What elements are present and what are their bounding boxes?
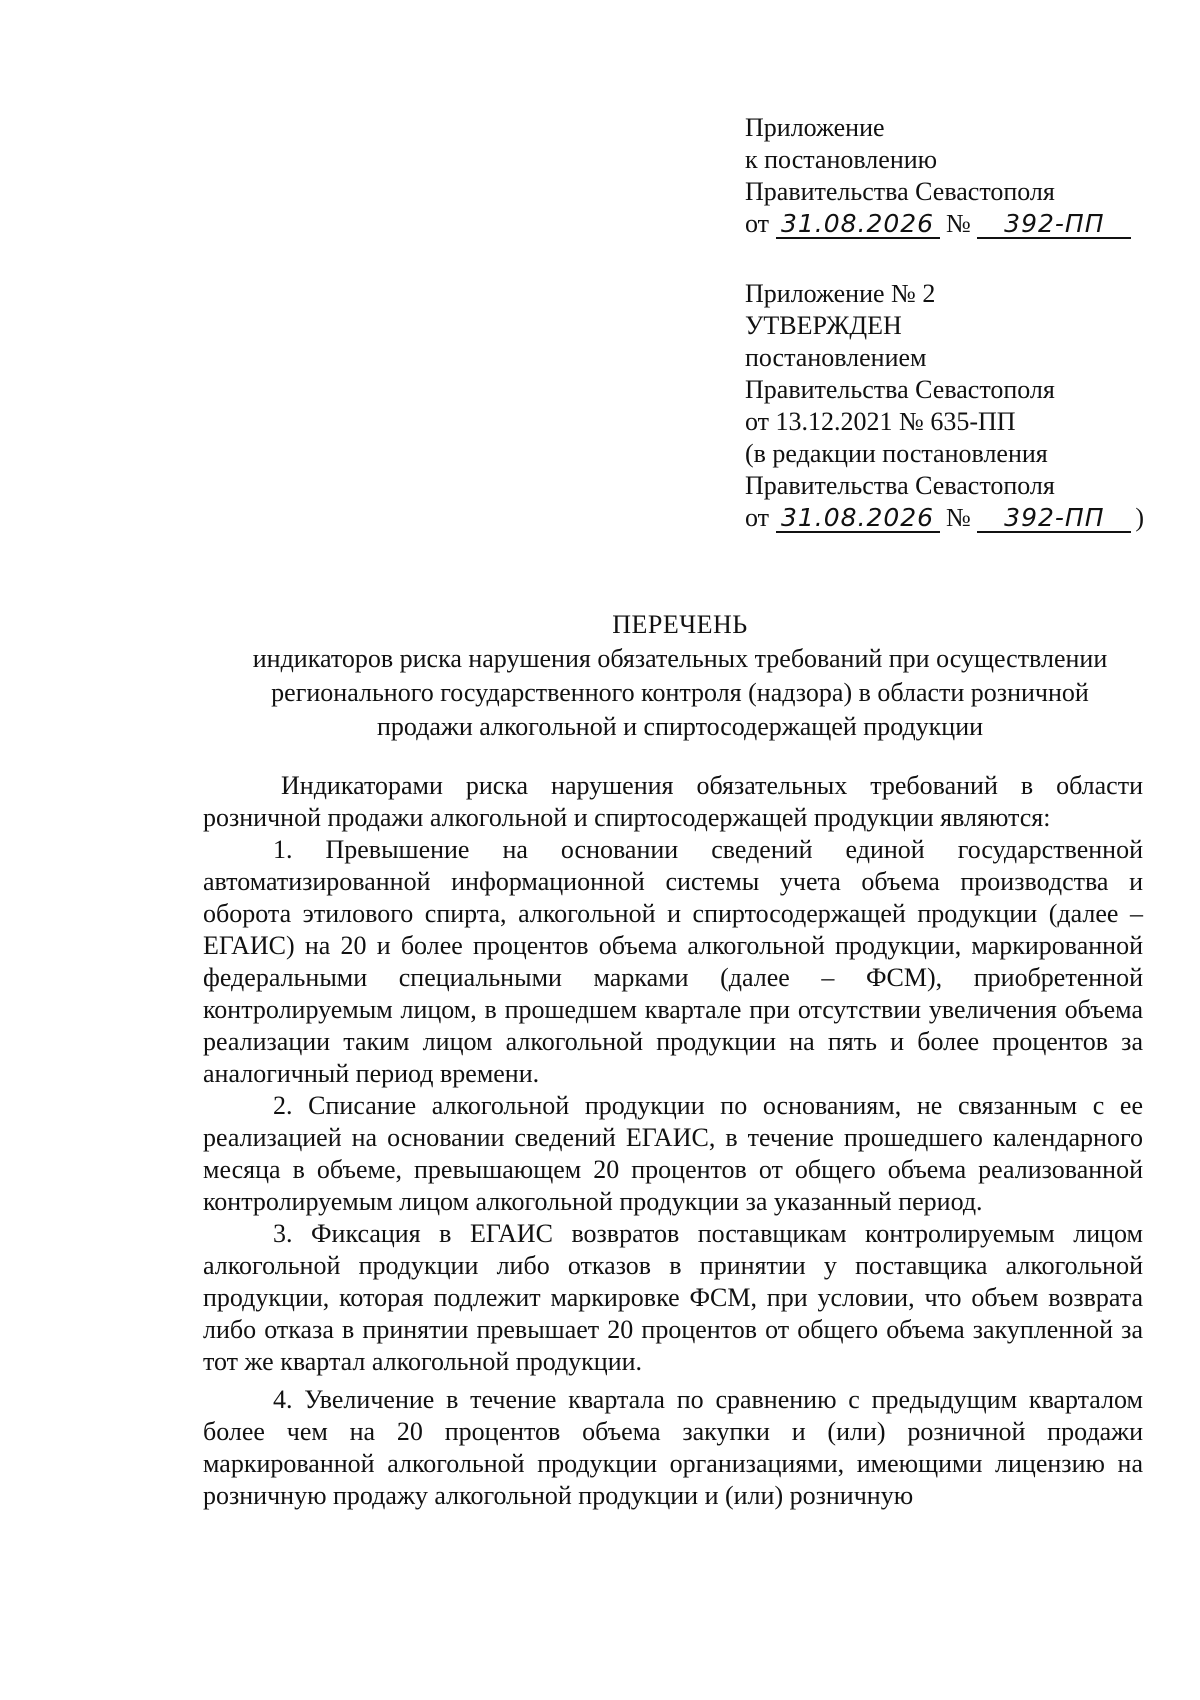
date-prefix: от [745, 503, 770, 532]
document-title [160, 608, 1200, 744]
date-prefix: от [745, 209, 770, 238]
appendix-header-bottom [745, 278, 1145, 534]
appendix-header-top [745, 112, 1145, 240]
appendix-top-line2: к постановлению [745, 145, 938, 174]
title-subtitle-line3: продажи алкогольной и спиртосодержащей продукции [376, 712, 984, 741]
appendix-top-line1: Приложение [745, 113, 885, 142]
appendix-bottom-line3: постановлением [745, 343, 927, 372]
handwritten-number: 392-ПП [977, 211, 1131, 239]
appendix-top-line3: Правительства Севастополя [745, 177, 1055, 206]
indicator-item-1: 1. Превышение на основании сведений единой государственной автоматизированной информационной системы учета объема производства и оборота этилового спирта, алкогольной и спиртосодержащей продукции (далее – ЕГАИС) на 20 и более процентов объема алкогольной продукции, маркированной федеральными специальными марками (далее – ФСМ), приобретенной контролируемым лицом, в прошедшем квартале при отсутствии увеличения объема реализации таким лицом алкогольной продукции на пять и более процентов за аналогичный период времени. [203, 835, 1143, 1088]
appendix-bottom-line1: Приложение № 2 [745, 279, 936, 308]
number-prefix: № [946, 503, 971, 532]
number-prefix: № [946, 209, 971, 238]
document-body [203, 770, 1143, 1512]
handwritten-date: 31.08.2026 [776, 211, 940, 239]
appendix-top-date-line [745, 208, 1145, 240]
title-subtitle-line1: индикаторов риска нарушения обязательных требований при осуществлении [252, 644, 1108, 673]
appendix-bottom-line6: (в редакции постановления [745, 439, 1048, 468]
appendix-bottom-line4: Правительства Севастополя [745, 375, 1055, 404]
title-heading: ПЕРЕЧЕНЬ [612, 610, 748, 639]
indicator-item-2: 2. Списание алкогольной продукции по основаниям, не связанным с ее реализацией на основании сведений ЕГАИС, в течение прошедшего календарного месяца в объеме, превышающем 20 процентов от общего объема реализованной контролируемым лицом алкогольной продукции за указанный период. [203, 1091, 1143, 1216]
handwritten-date: 31.08.2026 [776, 505, 940, 533]
appendix-bottom-line5: от 13.12.2021 № 635-ПП [745, 407, 1016, 436]
handwritten-number: 392-ПП [977, 505, 1131, 533]
indicator-item-3: 3. Фиксация в ЕГАИС возвратов поставщикам контролируемым лицом алкогольной продукции либо отказов в принятии у поставщика алкогольной продукции, которая подлежит маркировке ФСМ, при условии, что объем возврата либо отказа в принятии превышает 20 процентов от общего объема закупленной за тот же квартал алкогольной продукции. [203, 1219, 1143, 1376]
intro-paragraph: Индикаторами риска нарушения обязательных требований в области розничной продажи алкогольной и спиртосодержащей продукции являются: [203, 771, 1143, 832]
appendix-bottom-line2: УТВЕРЖДЕН [745, 311, 902, 340]
title-subtitle-line2: регионального государственного контроля (надзора) в области розничной [271, 678, 1089, 707]
appendix-bottom-date-line [745, 502, 1145, 534]
appendix-bottom-line7: Правительства Севастополя [745, 471, 1055, 500]
indicator-item-4: 4. Увеличение в течение квартала по сравнению с предыдущим кварталом более чем на 20 процентов объема закупки и (или) розничной продажи маркированной алкогольной продукции организациями, имеющими лицензию на розничную продажу алкогольной продукции и (или) розничную [203, 1385, 1143, 1510]
closing-bracket: ) [1135, 503, 1145, 532]
